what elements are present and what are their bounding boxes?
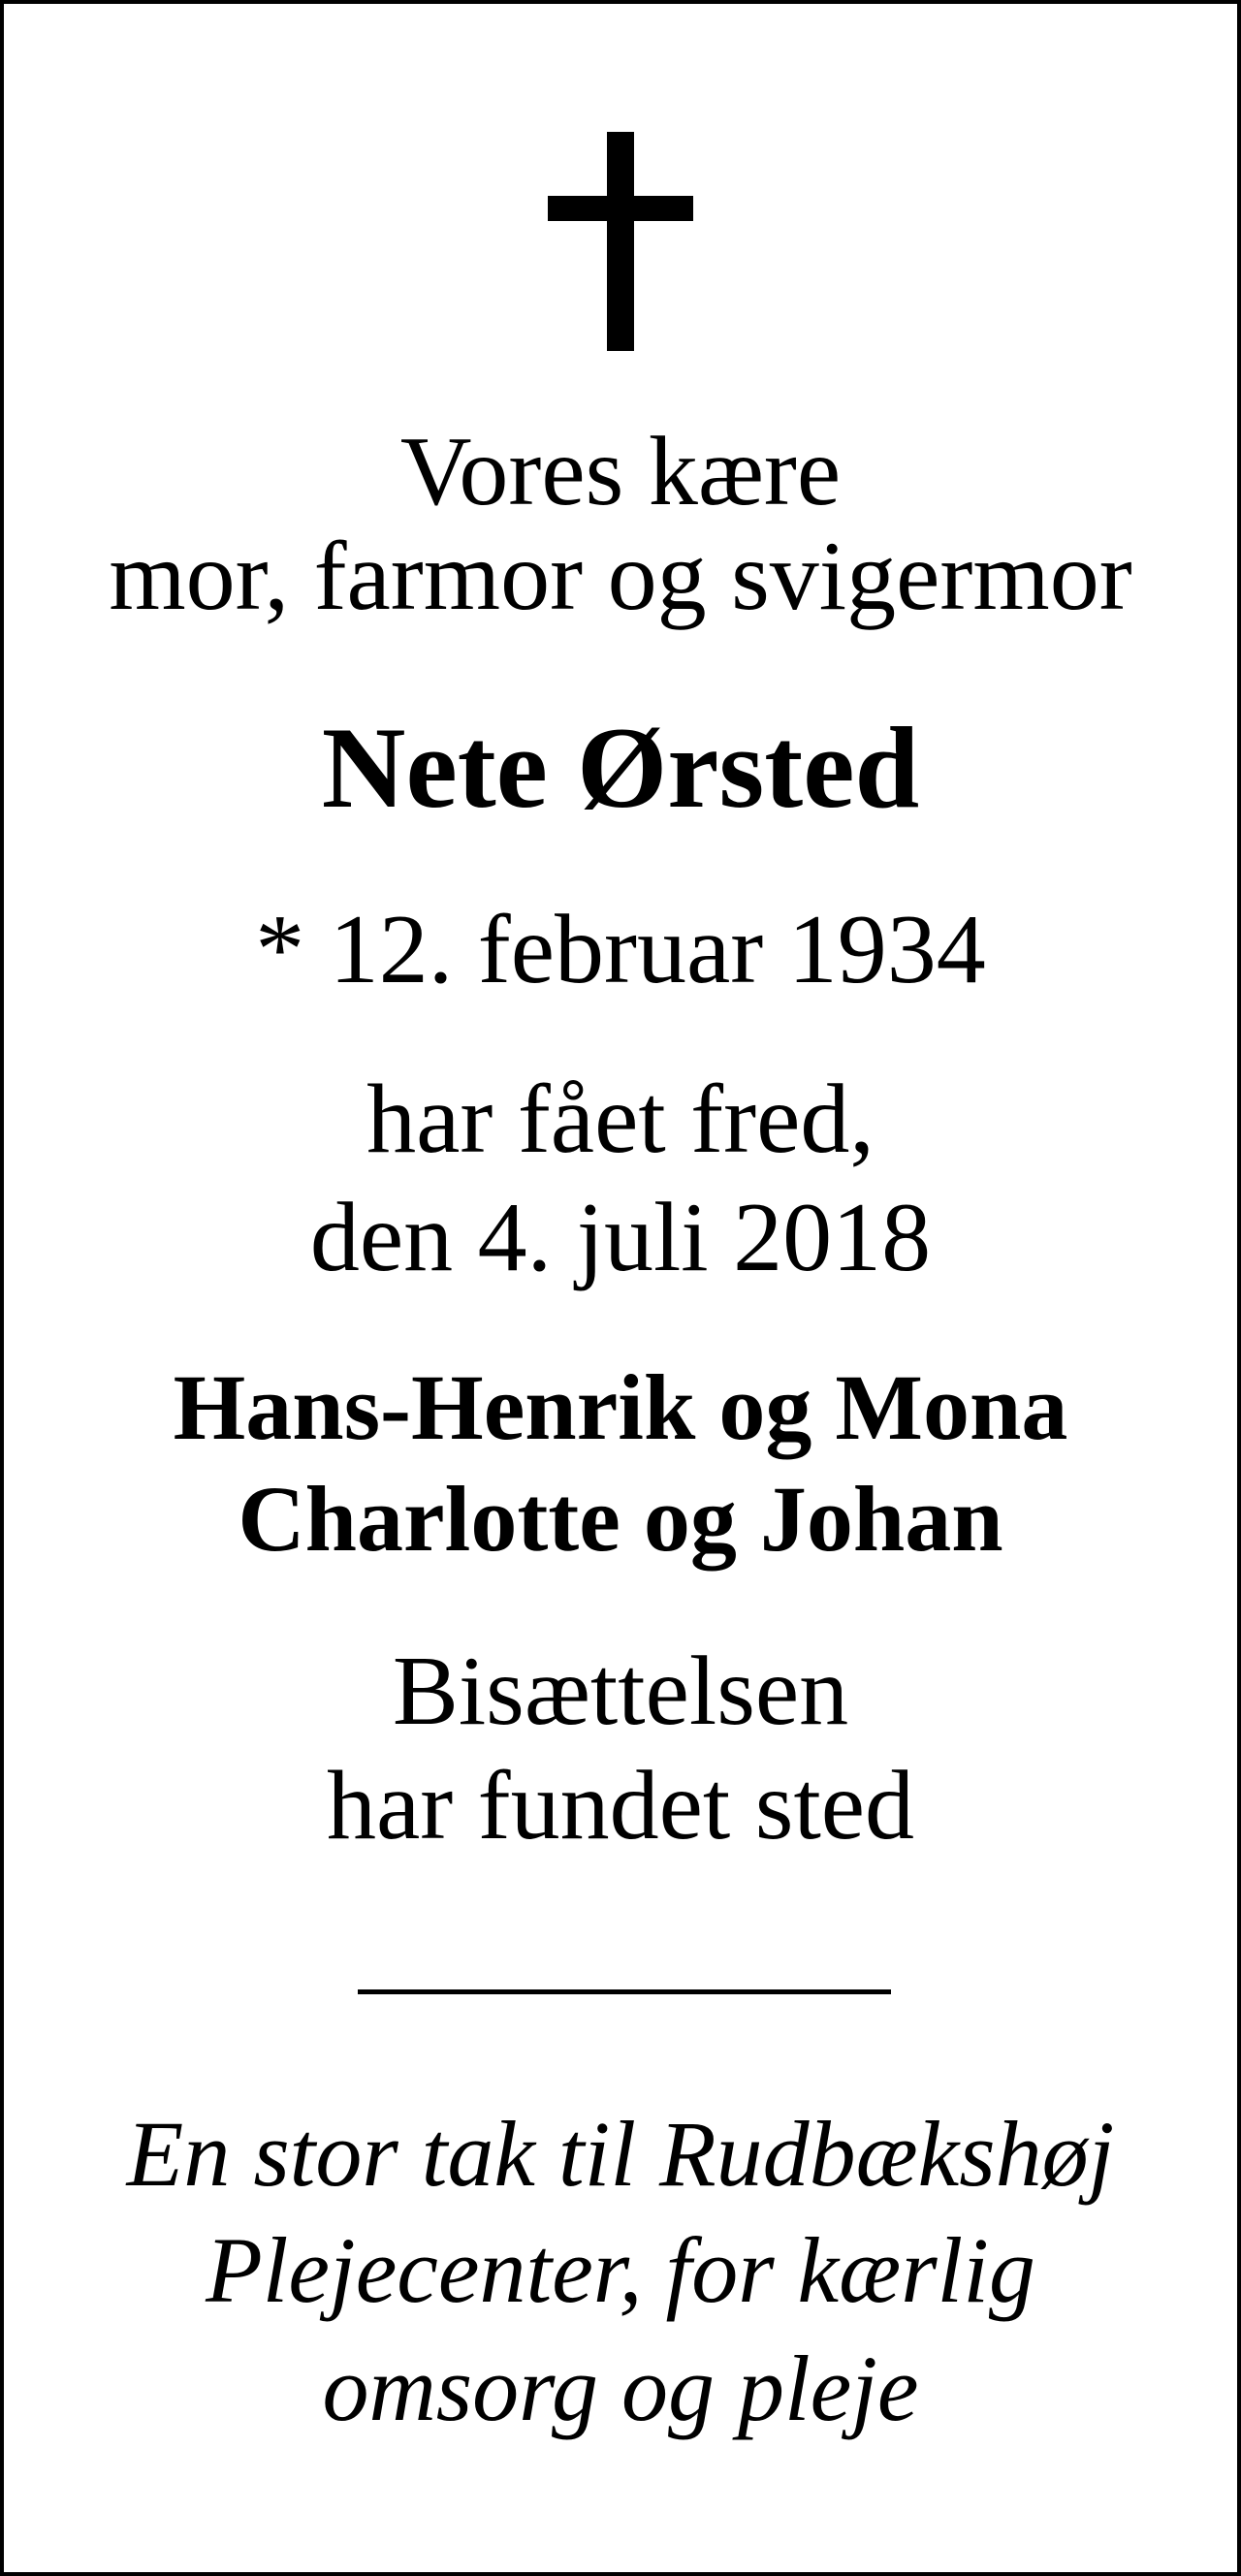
intro-line-2: mor, farmor og svigermor <box>109 522 1132 631</box>
intro-line-1: Vores kære <box>399 417 842 526</box>
death-line-1: har fået fred, <box>366 1065 875 1174</box>
family-line-1: Hans-Henrik og Mona <box>173 1355 1068 1459</box>
family-line-2: Charlotte og Johan <box>238 1467 1003 1571</box>
death-line-2: den 4. juli 2018 <box>309 1183 932 1292</box>
cross-icon <box>4 132 1237 351</box>
deceased-name: Nete Ørsted <box>321 703 920 832</box>
birth-date: * 12. februar 1934 <box>255 895 986 1004</box>
thanks-line-2: Plejecenter, for kærlig <box>206 2218 1035 2322</box>
thanks-line-1: En stor tak til Rudbækshøj <box>126 2102 1115 2206</box>
thanks-line-3: omsorg og pleje <box>322 2337 919 2440</box>
divider-rule <box>358 1989 891 1994</box>
ceremony-line-2: har fundet sted <box>326 1751 915 1860</box>
ceremony-line-1: Bisættelsen <box>392 1637 849 1746</box>
